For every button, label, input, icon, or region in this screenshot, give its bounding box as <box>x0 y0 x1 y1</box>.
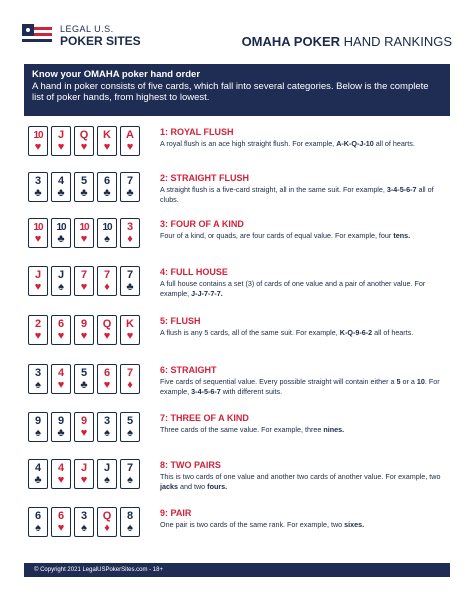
hand-description <box>160 472 450 492</box>
hand-row <box>24 505 450 545</box>
hand-example-highlight: 5 <box>396 377 401 386</box>
page-title-bold: OMAHA POKER <box>241 34 341 49</box>
card-suit-icon: ♥ <box>80 474 88 486</box>
footer: © Copyright 2021 LegalUSPokerSites.com - 18+ <box>24 563 450 577</box>
playing-card <box>120 218 140 248</box>
hand-example-highlight: J-J-7-7-7. <box>191 289 223 298</box>
hand-description <box>160 231 450 241</box>
card-rank: 3 <box>80 510 88 522</box>
hand-description <box>160 328 450 338</box>
card-group <box>28 505 148 539</box>
hand-description-text: . For example, <box>160 377 440 396</box>
playing-card <box>120 126 140 156</box>
card-suit-icon: ♠ <box>35 427 41 439</box>
playing-card <box>120 412 140 442</box>
card-suit-icon: ♣ <box>57 187 65 199</box>
card-rank: 3 <box>103 415 111 427</box>
card-suit-icon: ♦ <box>104 281 110 293</box>
card-suit-icon: ♠ <box>35 379 41 391</box>
flag-logo-icon <box>22 24 54 46</box>
card-suit-icon: ♣ <box>34 187 42 199</box>
playing-card <box>28 412 48 442</box>
card-rank: 4 <box>57 367 65 379</box>
card-rank: 9 <box>80 318 88 330</box>
hand-description-text: Four of a kind, or quads, are four cards of equal value. For example, four <box>160 231 394 240</box>
playing-card <box>74 266 94 296</box>
card-rank: 7 <box>103 269 111 281</box>
playing-card <box>120 266 140 296</box>
playing-card <box>120 507 140 537</box>
hand-title: 3: FOUR OF A KIND <box>160 219 244 229</box>
playing-card <box>51 266 71 296</box>
card-suit-icon: ♣ <box>34 474 42 486</box>
hand-description-text: Three cards of the same value. For example, three <box>160 425 324 434</box>
card-rank: J <box>103 462 111 474</box>
playing-card <box>51 507 71 537</box>
hand-example-highlight: tens. <box>393 231 411 240</box>
playing-card <box>97 507 117 537</box>
playing-card <box>51 459 71 489</box>
playing-card <box>51 412 71 442</box>
card-suit-icon: ♥ <box>57 141 65 153</box>
card-suit-icon: ♥ <box>57 522 65 534</box>
playing-card <box>97 315 117 345</box>
playing-card <box>28 266 48 296</box>
card-rank: 3 <box>34 175 42 187</box>
card-suit-icon: ♥ <box>80 281 88 293</box>
card-suit-icon: ♠ <box>58 281 64 293</box>
hand-title: 1: ROYAL FLUSH <box>160 127 234 137</box>
card-suit-icon: ♥ <box>34 281 42 293</box>
hand-description-text: with different suits. <box>220 387 283 396</box>
card-group <box>28 264 148 298</box>
card-suit-icon: ♥ <box>34 330 42 342</box>
page-title-rest: HAND RANKINGS <box>340 34 452 49</box>
playing-card <box>51 218 71 248</box>
hand-description <box>160 425 450 435</box>
hand-title: 6: STRAIGHT <box>160 365 217 375</box>
intro-title: Know your OMAHA poker hand order <box>32 69 201 80</box>
card-rank: 4 <box>57 175 65 187</box>
card-group <box>28 410 148 444</box>
playing-card <box>97 218 117 248</box>
hand-description-text: Five cards of sequential value. Every possible straight will contain either a <box>160 377 397 386</box>
card-suit-icon: ♠ <box>127 522 133 534</box>
playing-card <box>51 172 71 202</box>
card-suit-icon: ♥ <box>80 233 88 245</box>
hand-example-highlight: 3-4-5-6-7 <box>191 387 221 396</box>
card-suit-icon: ♠ <box>81 522 87 534</box>
card-rank: 9 <box>34 415 42 427</box>
card-rank: Q <box>79 129 89 141</box>
card-suit-icon: ♠ <box>127 427 133 439</box>
playing-card <box>51 126 71 156</box>
playing-card <box>120 172 140 202</box>
card-suit-icon: ♥ <box>80 330 88 342</box>
hand-description-text: This is two cards of one value and another two cards of another value. For example, two <box>160 472 441 481</box>
page-header <box>0 0 474 56</box>
card-group <box>28 457 148 491</box>
card-suit-icon: ♣ <box>57 427 65 439</box>
hand-description-text: all of hearts. <box>373 139 415 148</box>
card-rank: 4 <box>57 462 65 474</box>
hand-title: 8: TWO PAIRS <box>160 460 221 470</box>
hand-row <box>24 264 450 304</box>
card-rank: 7 <box>126 367 134 379</box>
hand-row <box>24 410 450 450</box>
hand-example-highlight: sixes. <box>344 520 365 529</box>
playing-card <box>74 412 94 442</box>
hand-row <box>24 362 450 402</box>
card-rank: 2 <box>34 318 42 330</box>
card-suit-icon: ♥ <box>57 330 65 342</box>
hand-example-highlight: 10 <box>416 377 425 386</box>
card-suit-icon: ♠ <box>35 522 41 534</box>
playing-card <box>97 126 117 156</box>
page-title <box>242 34 452 49</box>
hand-description-text: all of clubs. <box>160 185 434 204</box>
site-logo[interactable] <box>22 22 152 52</box>
card-suit-icon: ♦ <box>127 379 133 391</box>
hand-title: 4: FULL HOUSE <box>160 267 228 277</box>
card-rank: 10 <box>79 222 89 233</box>
card-rank: J <box>57 129 65 141</box>
hand-description <box>160 279 450 299</box>
card-rank: 3 <box>126 221 134 233</box>
card-rank: 7 <box>80 269 88 281</box>
card-suit-icon: ♥ <box>103 330 111 342</box>
hand-description-text: or a <box>400 377 417 386</box>
hand-description-text: A royal flush is an ace high straight flush. For example, <box>160 139 337 148</box>
hand-description <box>160 520 450 530</box>
playing-card <box>28 507 48 537</box>
hand-description-text: A flush is any 5 cards, all of the same suit. For example, <box>160 328 340 337</box>
hand-example-highlight: K-Q-9-6-2 <box>339 328 373 337</box>
hand-description <box>160 185 450 205</box>
card-rank: 4 <box>34 462 42 474</box>
card-rank: J <box>34 269 42 281</box>
card-suit-icon: ♥ <box>126 330 134 342</box>
hand-title: 5: FLUSH <box>160 316 201 326</box>
intro-box <box>24 64 450 116</box>
card-rank: 8 <box>126 510 134 522</box>
card-suit-icon: ♣ <box>80 379 88 391</box>
card-rank: 6 <box>57 510 65 522</box>
playing-card <box>74 315 94 345</box>
hand-example-highlight: A-K-Q-J-10 <box>336 139 374 148</box>
hand-title: 2: STRAIGHT FLUSH <box>160 173 249 183</box>
card-rank: Q <box>102 318 112 330</box>
card-suit-icon: ♥ <box>103 141 111 153</box>
card-rank: A <box>126 129 134 141</box>
hand-row <box>24 313 450 353</box>
card-suit-icon: ♥ <box>126 141 134 153</box>
playing-card <box>74 507 94 537</box>
card-suit-icon: ♣ <box>57 233 65 245</box>
card-rank: 6 <box>103 175 111 187</box>
card-rank: J <box>57 269 65 281</box>
card-suit-icon: ♥ <box>34 233 42 245</box>
playing-card <box>74 172 94 202</box>
playing-card <box>97 266 117 296</box>
card-suit-icon: ♠ <box>104 427 110 439</box>
playing-card <box>28 218 48 248</box>
card-suit-icon: ♠ <box>104 474 110 486</box>
card-rank: 5 <box>126 415 134 427</box>
hand-description-text: all of hearts. <box>372 328 414 337</box>
card-suit-icon: ♥ <box>57 379 65 391</box>
hand-example-highlight: nines. <box>323 425 345 434</box>
card-suit-icon: ♣ <box>126 187 134 199</box>
logo-line2: POKER SITES <box>60 34 141 48</box>
playing-card <box>97 459 117 489</box>
card-rank: 10 <box>33 222 43 233</box>
card-rank: 6 <box>103 367 111 379</box>
card-suit-icon: ♥ <box>57 474 65 486</box>
card-group <box>28 216 148 250</box>
playing-card <box>97 172 117 202</box>
playing-card <box>120 364 140 394</box>
playing-card <box>74 218 94 248</box>
card-rank: 10 <box>102 222 112 233</box>
hand-example-highlight: fours. <box>207 482 228 491</box>
playing-card <box>28 126 48 156</box>
hand-description-text: and two <box>178 482 208 491</box>
hand-row <box>24 457 450 497</box>
card-rank: 5 <box>80 175 88 187</box>
card-rank: 3 <box>34 367 42 379</box>
card-suit-icon: ♦ <box>104 522 110 534</box>
card-suit-icon: ♦ <box>127 233 133 245</box>
card-rank: 9 <box>80 415 88 427</box>
hand-description <box>160 139 450 149</box>
hand-title: 9: PAIR <box>160 508 192 518</box>
hand-row <box>24 170 450 210</box>
playing-card <box>28 364 48 394</box>
card-rank: J <box>80 462 88 474</box>
playing-card <box>28 315 48 345</box>
card-rank: 10 <box>33 130 43 141</box>
playing-card <box>28 172 48 202</box>
card-suit-icon: ♠ <box>104 233 110 245</box>
playing-card <box>51 315 71 345</box>
card-rank: 7 <box>126 175 134 187</box>
card-suit-icon: ♥ <box>80 427 88 439</box>
playing-card <box>74 459 94 489</box>
card-rank: 6 <box>57 318 65 330</box>
playing-card <box>120 459 140 489</box>
card-group <box>28 170 148 204</box>
hand-example-highlight: jacks <box>160 482 178 491</box>
intro-body: A hand in poker consists of five cards, which fall into several categories. Below is the complete list of poker hands, from highest to lowest. <box>32 81 429 103</box>
playing-card <box>97 364 117 394</box>
logo-line1: LEGAL U.S. <box>60 24 114 34</box>
card-suit-icon: ♥ <box>34 141 42 153</box>
playing-card <box>28 459 48 489</box>
card-rank: 10 <box>56 222 66 233</box>
hand-description-text: A straight flush is a five-card straight, all in the same suit. For example, <box>160 185 387 194</box>
card-suit-icon: ♣ <box>103 187 111 199</box>
card-rank: 9 <box>57 415 65 427</box>
card-rank: 7 <box>126 462 134 474</box>
playing-card <box>120 315 140 345</box>
hand-description-text: One pair is two cards of the same rank. For example, two <box>160 520 345 529</box>
card-rank: K <box>103 129 111 141</box>
card-rank: 5 <box>80 367 88 379</box>
card-group <box>28 313 148 347</box>
hand-row <box>24 124 450 164</box>
card-suit-icon: ♠ <box>127 474 133 486</box>
card-suit-icon: ♣ <box>80 187 88 199</box>
hand-description <box>160 377 450 397</box>
hand-description-text: A full house contains a set (3) of cards of one value and a pair of another value. For example, <box>160 279 426 298</box>
card-rank: Q <box>102 510 112 522</box>
playing-card <box>74 126 94 156</box>
card-rank: K <box>126 318 134 330</box>
card-rank: 6 <box>34 510 42 522</box>
card-rank: 7 <box>126 269 134 281</box>
hand-title: 7: THREE OF A KIND <box>160 413 249 423</box>
card-group <box>28 124 148 158</box>
hand-example-highlight: 3-4-5-6-7 <box>386 185 417 194</box>
card-suit-icon: ♣ <box>126 281 134 293</box>
hand-row <box>24 216 450 256</box>
card-suit-icon: ♥ <box>80 141 88 153</box>
card-suit-icon: ♥ <box>103 379 111 391</box>
playing-card <box>97 412 117 442</box>
playing-card <box>51 364 71 394</box>
playing-card <box>74 364 94 394</box>
card-group <box>28 362 148 396</box>
